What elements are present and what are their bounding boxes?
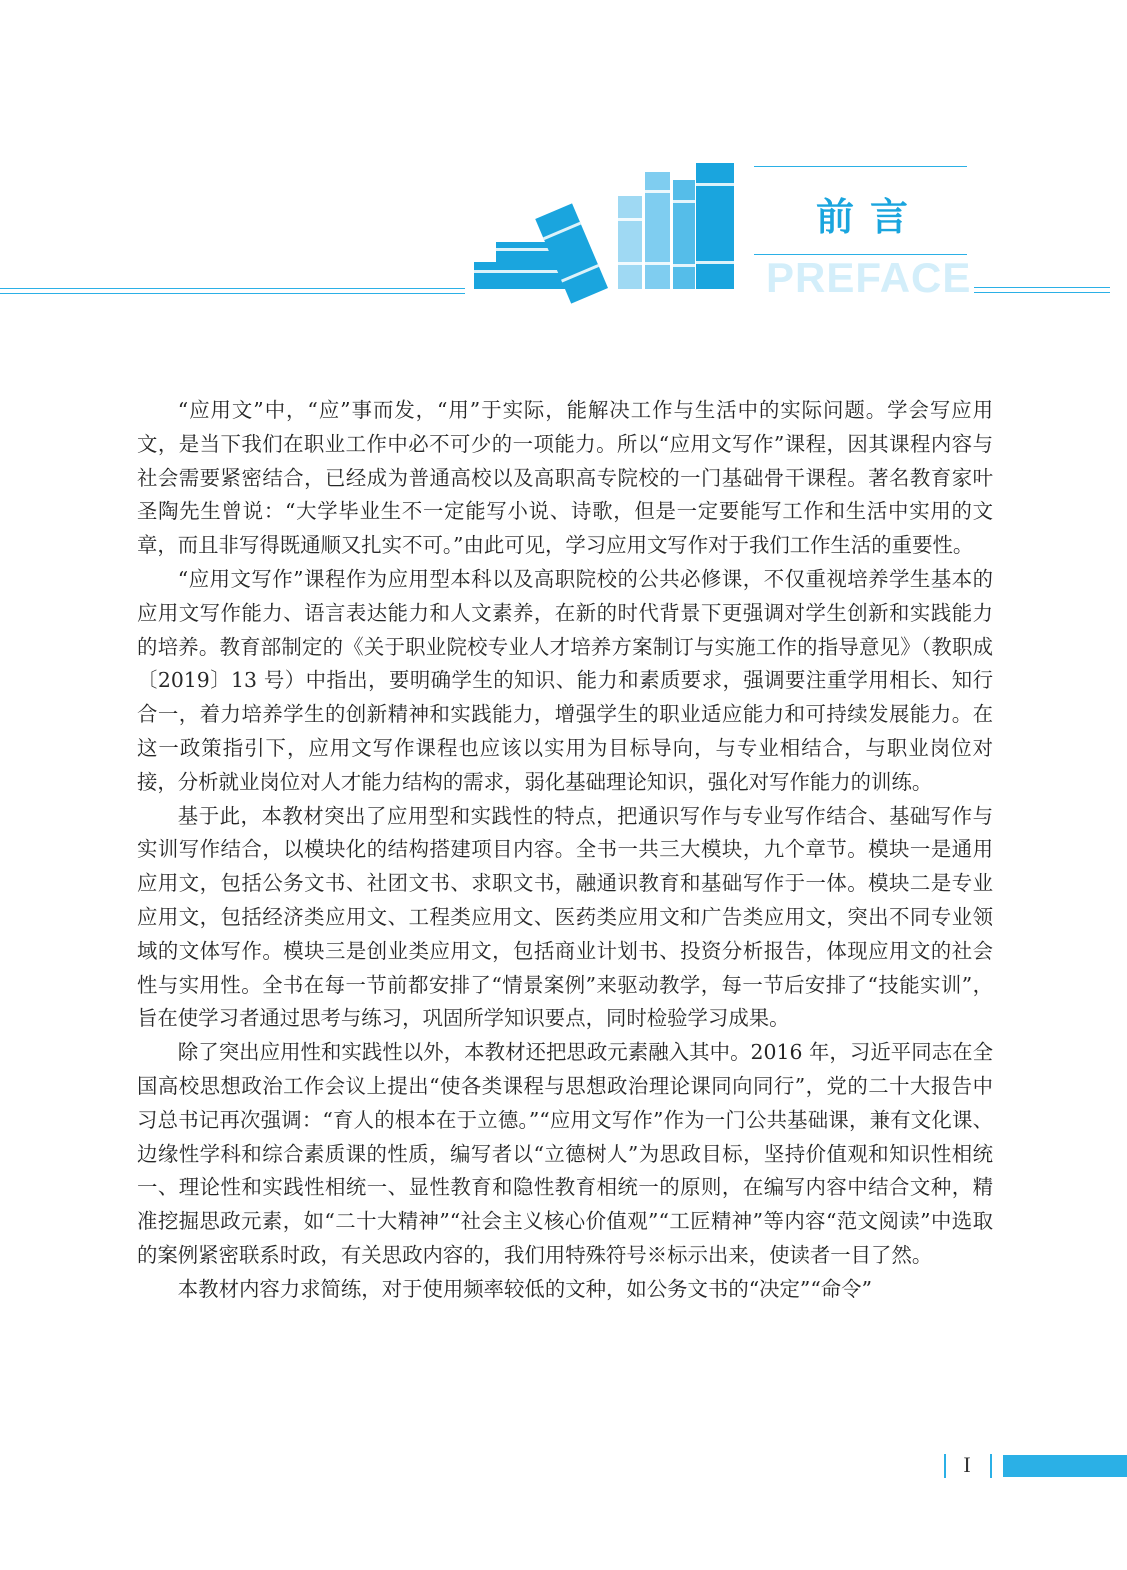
folio-divider-left <box>944 1454 946 1478</box>
paragraph: “应用文”中，“应”事而发，“用”于实际，能解决工作与生活中的实际问题。学会写应用文，是当下我们在职业工作中必不可少的一项能力。所以“应用文写作”课程，因其课程内容与社会需要紧密结合，已经成为普通高校以及高职高专院校的一门基础骨干课程。著名教育家叶圣陶先生曾说：“大学毕业生不一定能写小说、诗歌，但是一定要能写工作和生活中实用的文章，而且非写得既通顺又扎实不可。”由此可见，学习应用文写作对于我们工作生活的重要性。 <box>137 398 993 558</box>
header-right-rule-top <box>974 287 1110 288</box>
folio-tab <box>1003 1455 1127 1477</box>
preface-body <box>137 394 993 1307</box>
paragraph: 本教材内容力求简练，对于使用频率较低的文种，如公务文书的“决定”“命令” <box>177 1276 872 1301</box>
page-subtitle: PREFACE <box>766 254 972 301</box>
page-number: I <box>963 1452 971 1477</box>
title-top-rule <box>754 166 967 167</box>
header-left-rule-top <box>0 288 465 289</box>
header-right-rule-bottom <box>974 292 1110 293</box>
paragraph: 基于此，本教材突出了应用型和实践性的特点，把通识写作与专业写作结合、基础写作与实训写作结合，以模块化的结构搭建项目内容。全书一共三大模块，九个章节。模块一是通用应用文，包括公务文书、社团文书、求职文书，融通识教育和基础写作于一体。模块二是专业应用文，包括经济类应用文、工程类应用文、医药类应用文和广告类应用文，突出不同专业领域的文体写作。模块三是创业类应用文，包括商业计划书、投资分析报告，体现应用文的社会性与实用性。全书在每一节前都安排了“情景案例”来驱动教学，每一节后安排了“技能实训”，旨在使学习者通过思考与练习，巩固所学知识要点，同时检验学习成果。 <box>137 803 993 1031</box>
page-title: 前言 <box>815 195 924 239</box>
folio-divider-right <box>990 1454 992 1478</box>
paragraph: “应用文写作”课程作为应用型本科以及高职院校的公共必修课，不仅重视培养学生基本的应用文写作能力、语言表达能力和人文素养，在新的时代背景下更强调对学生创新和实践能力的培养。教育部制定的《关于职业院校专业人才培养方案制订与实施工作的指导意见》（教职成〔2019〕13 号）中指出，要明确学生的知识、能力和素质要求，强调要注重学用相长、知行合一，着力培养学生的创新精神和实践能力，增强学生的职业适应能力和可持续发展能力。在这一政策指引下，应用文写作课程也应该以实用为目标导向，与专业相结合，与职业岗位对接，分析就业岗位对人才能力结构的需求，弱化基础理论知识，强化对写作能力的训练。 <box>137 566 993 794</box>
paragraph: 除了突出应用性和实践性以外，本教材还把思政元素融入其中。2016 年，习近平同志在全国高校思想政治工作会议上提出“使各类课程与思想政治理论课同向同行”，党的二十大报告中习总书记再次强调：“育人的根本在于立德。”“应用文写作”作为一门公共基础课，兼有文化课、边缘性学科和综合素质课的性质，编写者以“立德树人”为思政目标，坚持价值观和知识性相统一、理论性和实践性相统一、显性教育和隐性教育相统一的原则，在编写内容中结合文种，精准挖掘思政元素，如“二十大精神”“社会主义核心价值观”“工匠精神”等内容“范文阅读”中选取的案例紧密联系时政，有关思政内容的，我们用特殊符号※标示出来，使读者一目了然。 <box>137 1040 993 1267</box>
header-left-rule-bottom <box>0 293 465 294</box>
